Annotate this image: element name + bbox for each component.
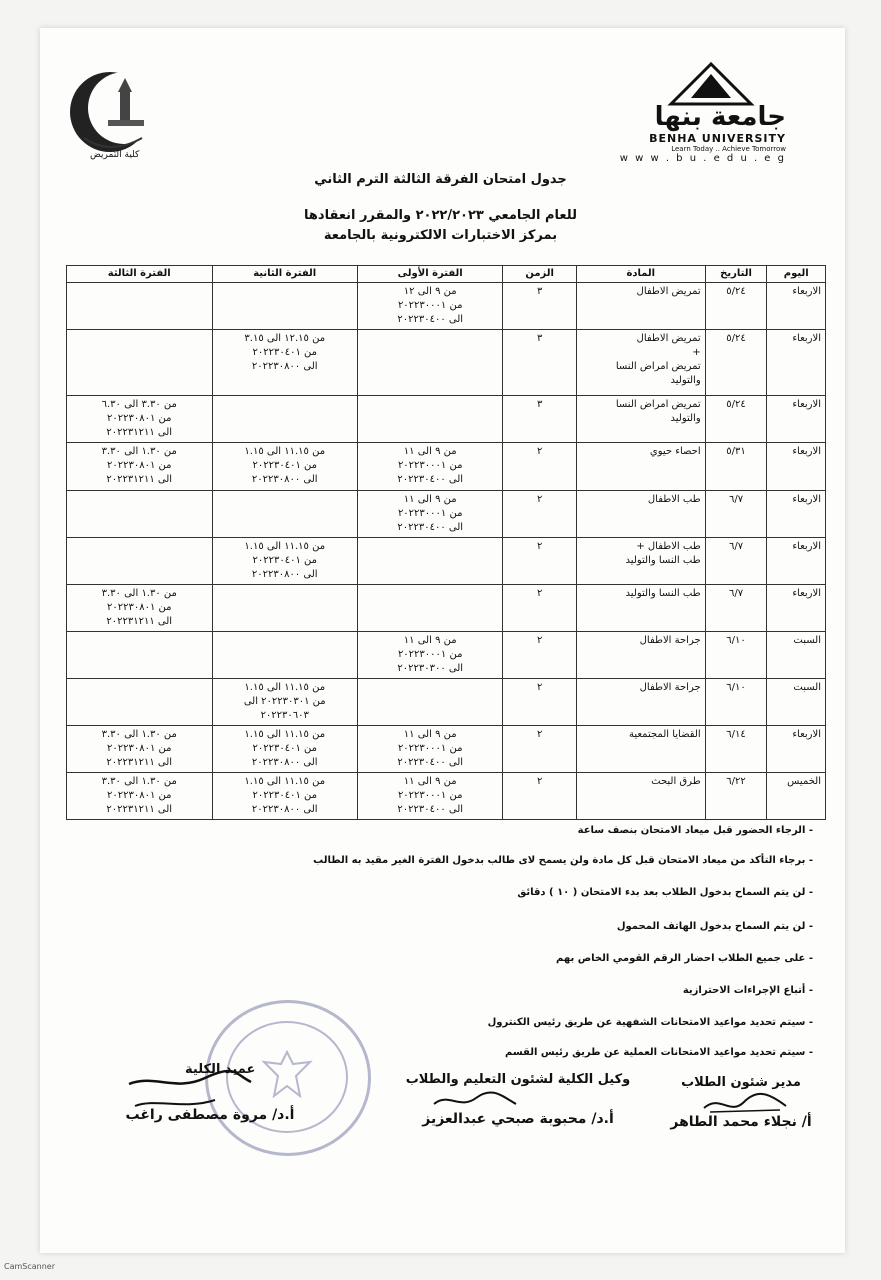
cell-period-1: من ٩ الى ١١ من ٢٠٢٢٣٠٠٠١ الى ٢٠٢٢٣٠٣٠٠ bbox=[357, 632, 502, 679]
cell-period-1 bbox=[357, 330, 502, 396]
cell-day: الاربعاء bbox=[767, 396, 826, 443]
cell-day: الاربعاء bbox=[767, 443, 826, 491]
faculty-caption: كلية التمريض bbox=[90, 150, 140, 160]
director-signature-scribble bbox=[700, 1090, 790, 1118]
pyramid-icon bbox=[666, 62, 756, 107]
title-line-2: للعام الجامعي ٢٠٢٢/٢٠٢٣ والمقرر انعقادها bbox=[304, 208, 577, 223]
table-row bbox=[67, 726, 826, 773]
cell-date: ٦/٧ bbox=[705, 491, 767, 538]
cell-period-2 bbox=[212, 585, 357, 632]
cell-period-1: من ٩ الى ١٢ من ٢٠٢٢٣٠٠٠١ الى ٢٠٢٢٣٠٤٠٠ bbox=[357, 283, 502, 330]
header-day: اليوم bbox=[767, 266, 826, 283]
cell-subject: طب الاطفال bbox=[576, 491, 705, 538]
table-row bbox=[67, 585, 826, 632]
cell-duration: ٢ bbox=[503, 632, 576, 679]
cell-date: ٦/١٤ bbox=[705, 726, 767, 773]
cell-date: ٦/٢٢ bbox=[705, 773, 767, 820]
cell-period-3: من ١.٣٠ الى ٣.٣٠ من ٢٠٢٢٣٠٨٠١ الى ٢٠٢٢٣١٢١١ bbox=[67, 773, 213, 820]
cell-date: ٥/٢٤ bbox=[705, 330, 767, 396]
cell-period-2: من ١١.١٥ الى ١.١٥ من ٢٠٢٢٣٠٣٠١ الى ٢٠٢٢٣٠٦٠٣ bbox=[212, 679, 357, 726]
university-name-en: BENHA UNIVERSITY bbox=[649, 132, 786, 145]
cell-duration: ٣ bbox=[503, 330, 576, 396]
cell-duration: ٢ bbox=[503, 726, 576, 773]
cell-date: ٥/٢٤ bbox=[705, 283, 767, 330]
cell-day: السبت bbox=[767, 679, 826, 726]
header-period-3: الفترة الثالثة bbox=[67, 266, 213, 283]
university-website: w w w . b u . e d u . e g bbox=[619, 153, 786, 164]
table-row bbox=[67, 396, 826, 443]
cell-period-1: من ٩ الى ١١ من ٢٠٢٢٣٠٠٠١ الى ٢٠٢٢٣٠٤٠٠ bbox=[357, 443, 502, 491]
cell-day: الاربعاء bbox=[767, 330, 826, 396]
table-row bbox=[67, 538, 826, 585]
cell-day: الاربعاء bbox=[767, 726, 826, 773]
director-name: أ/ نجلاء محمد الطاهر bbox=[670, 1114, 812, 1130]
cell-period-1: من ٩ الى ١١ من ٢٠٢٢٣٠٠٠١ الى ٢٠٢٢٣٠٤٠٠ bbox=[357, 491, 502, 538]
table-row bbox=[67, 491, 826, 538]
header-period-2: الفترة الثانية bbox=[212, 266, 357, 283]
cell-subject: جراحة الاطفال bbox=[576, 679, 705, 726]
title-line-1: جدول امتحان الفرقة الثالثة الترم الثاني bbox=[314, 172, 567, 187]
scanner-footer: CamScanner bbox=[4, 1262, 56, 1271]
dean-name: أ.د/ مروة مصطفى راغب bbox=[125, 1107, 295, 1123]
cell-period-2 bbox=[212, 632, 357, 679]
cell-duration: ٢ bbox=[503, 443, 576, 491]
dean-role: عميد الكلية bbox=[185, 1062, 256, 1077]
cell-period-1: من ٩ الى ١١ من ٢٠٢٢٣٠٠٠١ الى ٢٠٢٢٣٠٤٠٠ bbox=[357, 726, 502, 773]
cell-subject: احصاء حيوي bbox=[576, 443, 705, 491]
director-role: مدير شئون الطلاب bbox=[681, 1075, 801, 1090]
cell-period-3 bbox=[67, 283, 213, 330]
cell-period-3 bbox=[67, 491, 213, 538]
table-row bbox=[67, 679, 826, 726]
vice-dean-signature-scribble bbox=[430, 1090, 520, 1112]
cell-period-2 bbox=[212, 491, 357, 538]
cell-day: الاربعاء bbox=[767, 538, 826, 585]
note-item: - أتباع الإجراءات الاحترازية bbox=[682, 985, 813, 996]
cell-day: الاربعاء bbox=[767, 491, 826, 538]
cell-subject: طرق البحث bbox=[576, 773, 705, 820]
note-item: - الرجاء الحضور قبل ميعاد الامتحان بنصف ساعة bbox=[577, 825, 813, 836]
cell-period-3: من ١.٣٠ الى ٣.٣٠ من ٢٠٢٢٣٠٨٠١ الى ٢٠٢٢٣١٢١١ bbox=[67, 726, 213, 773]
dean-signature-scribble bbox=[125, 1070, 255, 1115]
note-item: - لن يتم السماح بدخول الطلاب بعد بدء الامتحان ( ١٠ ) دقائق bbox=[517, 887, 813, 898]
cell-period-2: من ١٢.١٥ الى ٣.١٥ من ٢٠٢٢٣٠٤٠١ الى ٢٠٢٢٣٠٨٠٠ bbox=[212, 330, 357, 396]
vice-dean-role: وكيل الكلية لشئون التعليم والطلاب bbox=[405, 1072, 631, 1087]
cell-period-1 bbox=[357, 396, 502, 443]
cell-duration: ٢ bbox=[503, 538, 576, 585]
cell-subject: القضايا المجتمعية bbox=[576, 726, 705, 773]
university-name-ar: جامعة بنها bbox=[654, 102, 786, 132]
university-logo bbox=[586, 62, 786, 164]
cell-day: الاربعاء bbox=[767, 283, 826, 330]
header-duration: الزمن bbox=[503, 266, 576, 283]
cell-period-1 bbox=[357, 538, 502, 585]
cell-period-2: من ١١.١٥ الى ١.١٥ من ٢٠٢٢٣٠٤٠١ الى ٢٠٢٢٣٠٨٠٠ bbox=[212, 773, 357, 820]
cell-period-2: من ١١.١٥ الى ١.١٥ من ٢٠٢٢٣٠٤٠١ الى ٢٠٢٢٣٠٨٠٠ bbox=[212, 443, 357, 491]
cell-subject: طب الاطفال + طب النسا والتوليد bbox=[576, 538, 705, 585]
cell-subject: جراحة الاطفال bbox=[576, 632, 705, 679]
cell-day: السبت bbox=[767, 632, 826, 679]
title-line-3: بمركز الاختبارات الالكترونية بالجامعة bbox=[323, 228, 558, 243]
note-item: - سيتم تحديد مواعيد الامتحانات العملية عن طريق رئيس القسم bbox=[505, 1047, 813, 1058]
cell-subject: تمريض الاطفال bbox=[576, 283, 705, 330]
cell-period-1 bbox=[357, 679, 502, 726]
cell-subject: تمريض الاطفال + تمريض امراض النسا والتوليد bbox=[576, 330, 705, 396]
cell-period-3: من ١.٣٠ الى ٣.٣٠ من ٢٠٢٢٣٠٨٠١ الى ٢٠٢٢٣١٢١١ bbox=[67, 585, 213, 632]
cell-period-2: من ١١.١٥ الى ١.١٥ من ٢٠٢٢٣٠٤٠١ الى ٢٠٢٢٣٠٨٠٠ bbox=[212, 726, 357, 773]
cell-period-3: من ٣.٣٠ الى ٦.٣٠ من ٢٠٢٢٣٠٨٠١ الى ٢٠٢٢٣١٢١١ bbox=[67, 396, 213, 443]
header-subject: المادة bbox=[576, 266, 705, 283]
exam-schedule-table bbox=[66, 265, 826, 820]
vice-dean-name: أ.د/ محبوبة صبحي عبدالعزيز bbox=[422, 1111, 614, 1127]
cell-period-2: من ١١.١٥ الى ١.١٥ من ٢٠٢٢٣٠٤٠١ الى ٢٠٢٢٣٠٨٠٠ bbox=[212, 538, 357, 585]
note-item: - سيتم تحديد مواعيد الامتحانات الشفهية عن طريق رئيس الكنترول bbox=[487, 1017, 813, 1028]
cell-date: ٦/١٠ bbox=[705, 679, 767, 726]
cell-date: ٦/١٠ bbox=[705, 632, 767, 679]
cell-duration: ٢ bbox=[503, 491, 576, 538]
cell-period-3 bbox=[67, 632, 213, 679]
cell-period-2 bbox=[212, 396, 357, 443]
table-row bbox=[67, 632, 826, 679]
cell-duration: ٢ bbox=[503, 585, 576, 632]
cell-duration: ٢ bbox=[503, 773, 576, 820]
table-row bbox=[67, 773, 826, 820]
cell-period-1 bbox=[357, 585, 502, 632]
cell-subject: طب النسا والتوليد bbox=[576, 585, 705, 632]
cell-period-1: من ٩ الى ١١ من ٢٠٢٢٣٠٠٠١ الى ٢٠٢٢٣٠٤٠٠ bbox=[357, 773, 502, 820]
cell-period-2 bbox=[212, 283, 357, 330]
cell-period-3 bbox=[67, 330, 213, 396]
university-tagline: Learn Today .. Achieve Tomorrow bbox=[671, 145, 786, 153]
table-row bbox=[67, 283, 826, 330]
cell-period-3 bbox=[67, 538, 213, 585]
note-item: - لن يتم السماح بدخول الهاتف المحمول bbox=[616, 921, 813, 932]
cell-duration: ٢ bbox=[503, 679, 576, 726]
cell-date: ٦/٧ bbox=[705, 585, 767, 632]
header-date: التاريخ bbox=[705, 266, 767, 283]
cell-duration: ٣ bbox=[503, 283, 576, 330]
cell-day: الاربعاء bbox=[767, 585, 826, 632]
cell-period-3: من ١.٣٠ الى ٣.٣٠ من ٢٠٢٢٣٠٨٠١ الى ٢٠٢٢٣١٢١١ bbox=[67, 443, 213, 491]
cell-day: الخميس bbox=[767, 773, 826, 820]
cell-subject: تمريض امراض النسا والتوليد bbox=[576, 396, 705, 443]
note-item: - برجاء التأكد من ميعاد الامتحان قبل كل مادة ولن يسمح لاى طالب بدخول الفترة الغير مقيد به الطالب bbox=[313, 855, 813, 866]
cell-period-3 bbox=[67, 679, 213, 726]
table-header-row bbox=[67, 266, 826, 283]
cell-duration: ٣ bbox=[503, 396, 576, 443]
table-row bbox=[67, 330, 826, 396]
header-period-1: الفترة الأولى bbox=[357, 266, 502, 283]
note-item: - على جميع الطلاب احضار الرقم القومي الخاص بهم bbox=[556, 953, 813, 964]
cell-date: ٦/٧ bbox=[705, 538, 767, 585]
cell-date: ٥/٣١ bbox=[705, 443, 767, 491]
cell-date: ٥/٢٤ bbox=[705, 396, 767, 443]
table-row bbox=[67, 443, 826, 491]
